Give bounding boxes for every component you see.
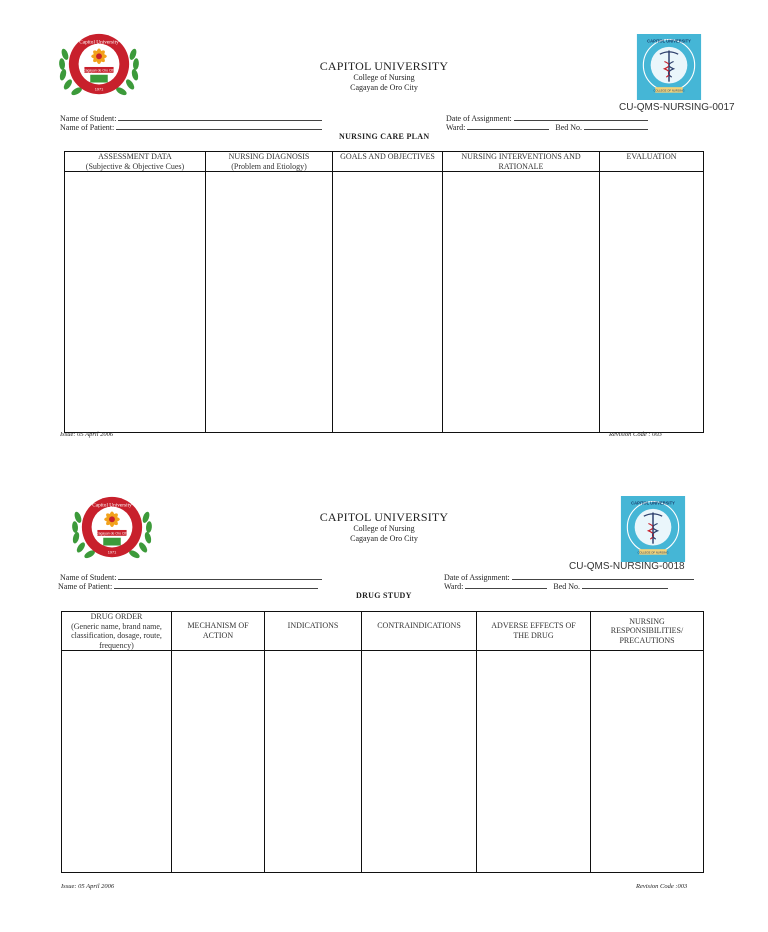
diagnosis-cell[interactable] [206, 172, 333, 433]
column-header-contraindications: CONTRAINDICATIONS [362, 612, 477, 651]
drug-study-table [61, 611, 704, 873]
issue-date: Issue: 05 April 2006 [60, 431, 114, 438]
column-header-indications: INDICATIONS [265, 612, 362, 651]
assignment-date-line[interactable] [512, 572, 694, 580]
interventions-cell[interactable] [443, 172, 600, 433]
column-header-assessment: ASSESSMENT DATA (Subjective & Objective Cues) [65, 152, 206, 172]
city-name: Cagayan de Oro City [350, 534, 418, 543]
university-name: CAPITOL UNIVERSITY [319, 59, 449, 73]
bed-label: Bed No. [553, 582, 581, 591]
evaluation-cell[interactable] [600, 172, 704, 433]
mechanism-cell[interactable] [172, 651, 265, 873]
column-header-drug-order: DRUG ORDER (Generic name, brand name, classification, dosage, route, frequency) [62, 612, 172, 651]
table-header-row [65, 152, 704, 172]
university-name: CAPITOL UNIVERSITY [319, 510, 449, 524]
adverse-effects-cell[interactable] [477, 651, 591, 873]
ward-label: Ward: [446, 123, 466, 132]
drug-order-cell[interactable] [62, 651, 172, 873]
patient-name-line[interactable] [114, 581, 318, 589]
table-header-row [62, 612, 704, 651]
college-name: College of Nursing [353, 524, 415, 533]
ward-bed-field[interactable] [444, 581, 668, 591]
form-title: DRUG STUDY [356, 591, 412, 600]
revision-code: Revision Code : 003 [609, 431, 662, 438]
student-name-line[interactable] [118, 113, 322, 121]
assessment-cell[interactable] [65, 172, 206, 433]
indications-cell[interactable] [265, 651, 362, 873]
form-title: NURSING CARE PLAN [339, 132, 430, 141]
patient-name-label: Name of Patient: [58, 582, 113, 591]
column-header-goals: GOALS AND OBJECTIVES [333, 152, 443, 172]
column-header-mechanism: MECHANISM OF ACTION [172, 612, 265, 651]
column-header-adverse-effects: ADVERSE EFFECTS OF THE DRUG [477, 612, 591, 651]
contraindications-cell[interactable] [362, 651, 477, 873]
assignment-date-line[interactable] [514, 113, 648, 121]
ward-line[interactable] [465, 581, 547, 589]
column-header-diagnosis: NURSING DIAGNOSIS (Problem and Etiology) [206, 152, 333, 172]
bed-line[interactable] [584, 122, 648, 130]
bed-label: Bed No. [555, 123, 583, 132]
nursing-responsibilities-cell[interactable] [591, 651, 704, 873]
ward-line[interactable] [467, 122, 549, 130]
student-name-line[interactable] [118, 572, 322, 580]
student-name-label: Name of Student: [60, 114, 117, 123]
table-row [62, 651, 704, 873]
university-seal-logo [55, 31, 143, 101]
column-header-nursing-responsibilities: NURSING RESPONSIBILITIES/ PRECAUTIONS [591, 612, 704, 651]
college-name: College of Nursing [353, 73, 415, 82]
document-code: CU-QMS-NURSING-0017 [619, 102, 735, 113]
assignment-date-label: Date of Assignment: [444, 573, 510, 582]
issue-date: Issue: 05 April 2006 [61, 883, 115, 890]
city-name: Cagayan de Oro City [350, 83, 418, 92]
student-name-label: Name of Student: [60, 573, 117, 582]
care-plan-table [64, 151, 704, 433]
patient-name-line[interactable] [116, 122, 322, 130]
ward-bed-field[interactable] [446, 122, 648, 132]
nursing-caduceus-logo [633, 34, 705, 100]
university-seal-logo [68, 494, 156, 564]
patient-name-label: Name of Patient: [60, 123, 115, 132]
document-code: CU-QMS-NURSING-0018 [569, 561, 685, 572]
column-header-interventions: NURSING INTERVENTIONS AND RATIONALE [443, 152, 600, 172]
assignment-date-label: Date of Assignment: [446, 114, 512, 123]
bed-line[interactable] [582, 581, 668, 589]
nursing-caduceus-logo [617, 496, 689, 562]
revision-code: Revision Code :003 [636, 883, 688, 890]
table-row [65, 172, 704, 433]
column-header-evaluation: EVALUATION [600, 152, 704, 172]
goals-cell[interactable] [333, 172, 443, 433]
patient-name-field[interactable] [58, 581, 318, 591]
patient-name-field[interactable] [60, 122, 322, 132]
ward-label: Ward: [444, 582, 464, 591]
